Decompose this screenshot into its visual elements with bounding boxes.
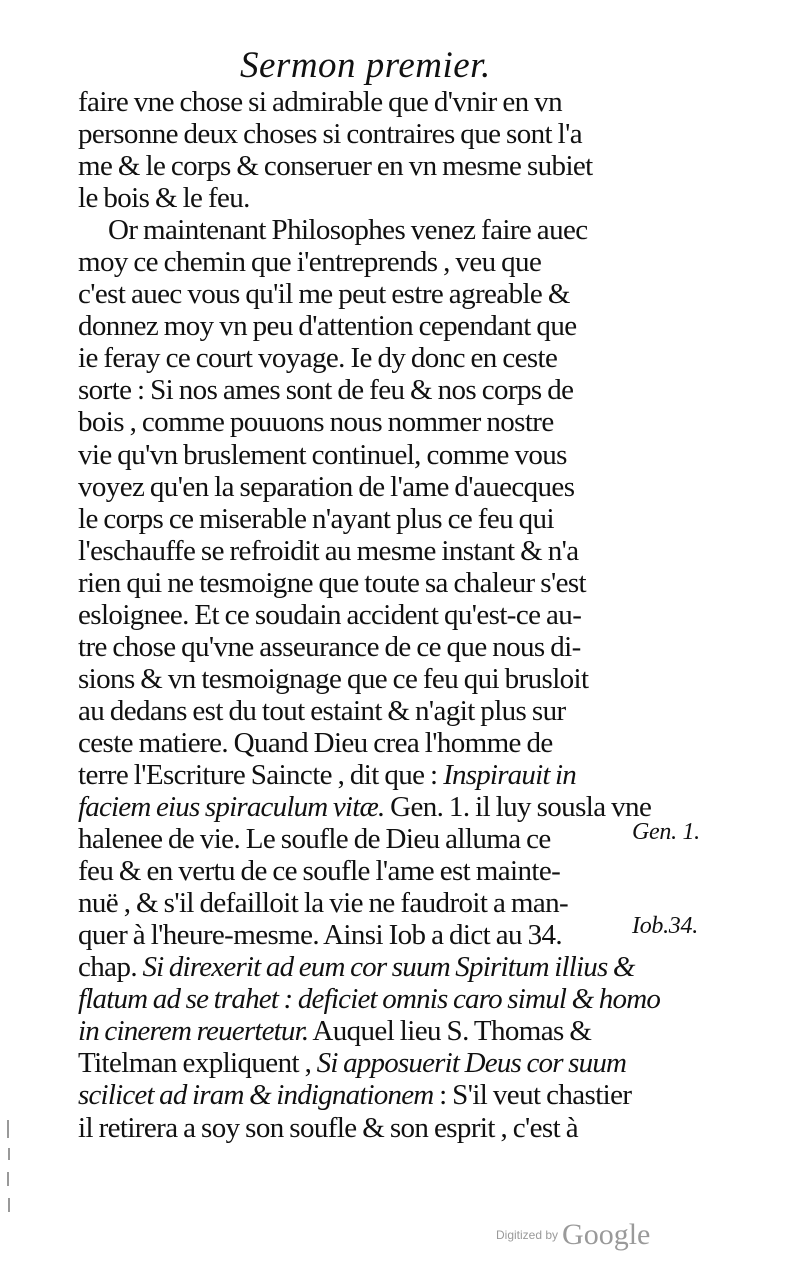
text-line-32-roman: : S'il veut chastier: [433, 1079, 632, 1112]
text-line-24: halenee de vie. Le soufle de Dieu alluma ce: [78, 823, 551, 856]
latin-quote: faciem eius spiraculum vitæ.: [78, 791, 385, 824]
text-line-17: esloignee. Et ce soudain accident qu'est-ce au-: [78, 598, 582, 631]
text-line-13: voyez qu'en la separation de l'ame d'auecques: [78, 470, 575, 503]
text-line-3: me & le corps & conseruer en vn mesme subiet: [78, 150, 593, 183]
text-line-6: moy ce chemin que i'entreprends , veu que: [78, 246, 542, 279]
text-line-26: nuë , & s'il defailloit la vie ne faudroit a man-: [78, 887, 569, 920]
text-line-9: ie feray ce court voyage. Ie dy donc en ceste: [78, 342, 558, 375]
text-line-23: [78, 791, 652, 824]
text-line-31-roman: Titelman expliquent ,: [78, 1047, 312, 1080]
text-line-21: ceste matiere. Quand Dieu crea l'homme de: [78, 726, 553, 759]
text-line-28-roman: chap.: [78, 951, 137, 984]
text-line-30: [78, 1015, 623, 1047]
sermon-text-block: [78, 86, 661, 1144]
page-edge-marks: [4, 1120, 14, 1220]
text-line-22: [78, 759, 623, 791]
latin-quote: in cinerem reuertetur.: [78, 1015, 309, 1048]
text-line-8: donnez moy vn peu d'attention cependant que: [78, 310, 577, 343]
latin-quote: Si apposuerit Deus cor suum: [311, 1047, 627, 1080]
text-line-27: quer à l'heure-mesme. Ainsi Iob a dict au 34.: [78, 919, 563, 952]
latin-quote: Si direxerit ad eum cor suum Spiritum illius &: [137, 951, 635, 984]
digitized-by-google-watermark: [496, 1218, 650, 1252]
text-line-28: [78, 951, 635, 984]
text-line-12: vie qu'vn bruslement continuel, comme vous: [78, 438, 567, 471]
running-title: Sermon premier.: [240, 45, 491, 86]
text-line-19: sions & vn tesmoignage que ce feu qui brusloit: [78, 662, 589, 695]
text-line-20: au dedans est du tout estaint & n'agit plus sur: [78, 694, 566, 727]
latin-quote: flatum ad se trahet : deficiet omnis caro simul & homo: [78, 983, 661, 1016]
text-line-33: il retirera a soy son soufle & son esprit , c'est à: [78, 1111, 578, 1144]
text-line-22-roman: terre l'Escriture Saincte , dit que :: [78, 758, 438, 791]
text-line-25: feu & en vertu de ce soufle l'ame est mainte-: [78, 855, 561, 888]
watermark-prefix: Digitized by: [496, 1228, 559, 1242]
text-line-10: sorte : Si nos ames sont de feu & nos corps de: [78, 374, 574, 407]
text-line-32: [78, 1079, 632, 1112]
latin-quote: Inspirauit in: [443, 758, 576, 791]
text-line-2: personne deux choses si contraires que sont l'a: [78, 118, 582, 151]
text-line-15: l'eschauffe se refroidit au mesme instant & n'a: [78, 534, 579, 567]
text-line-14: le corps ce miserable n'ayant plus ce feu qui: [78, 502, 554, 535]
text-line-5: Or maintenant Philosophes venez faire auec: [108, 214, 588, 247]
google-logo: Google: [562, 1218, 651, 1251]
text-line-16: rien qui ne tesmoigne que toute sa chaleur s'est: [78, 566, 586, 599]
text-line-18: tre chose qu'vne asseurance de ce que nous di-: [78, 630, 581, 663]
text-line-1: faire vne chose si admirable que d'vnir en vn: [78, 86, 562, 118]
latin-quote: scilicet ad iram & indignationem: [78, 1079, 434, 1112]
text-line-31: [78, 1047, 627, 1080]
text-line-23-roman: Gen. 1. il luy sousla vne: [384, 791, 652, 824]
text-line-4: le bois & le feu.: [78, 182, 250, 215]
text-line-30-roman: Auquel lieu S. Thomas &: [308, 1015, 592, 1048]
text-line-29: [78, 983, 661, 1016]
margin-note-genesis: Gen. 1.: [632, 819, 700, 845]
text-line-11: bois , comme pouuons nous nommer nostre: [78, 406, 554, 439]
margin-note-job: Iob.34.: [632, 913, 698, 939]
text-line-7: c'est auec vous qu'il me peut estre agreable &: [78, 278, 570, 311]
